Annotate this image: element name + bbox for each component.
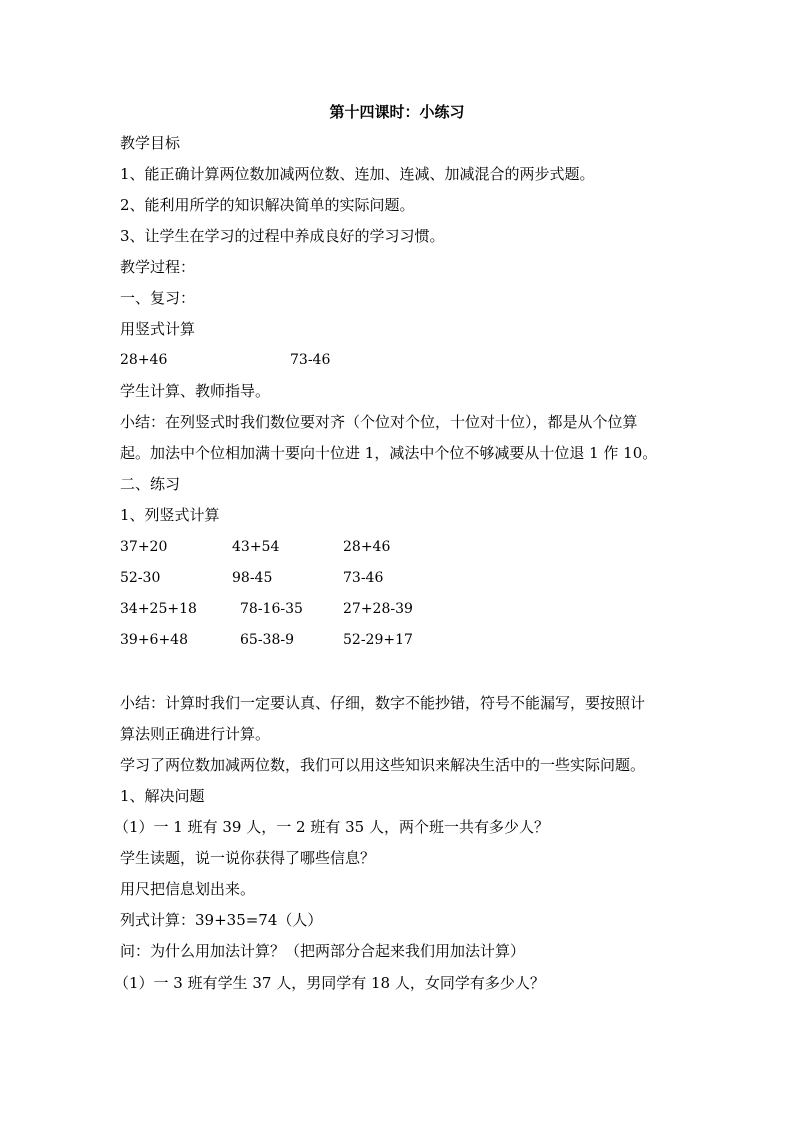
page-title: 第十四课时：小练习: [329, 103, 465, 121]
exercise-cell: 73-46: [343, 570, 384, 586]
goals-heading: 教学目标: [120, 134, 181, 152]
review-heading: 一、复习：: [120, 289, 196, 307]
review-summary-line-2: 起。加法中个位相加满十要向十位进 1，减法中个位不够减要从十位退 1 作 10。: [120, 444, 658, 462]
practice-summary-line-2: 算法则正确进行计算。: [120, 725, 271, 743]
exercise-cell: 43+54: [232, 539, 280, 555]
review-instruction: 用竖式计算: [120, 320, 196, 338]
exercise-cell: 39+6+48: [120, 632, 188, 648]
exercise-cell: 28+46: [343, 539, 391, 555]
exercise-cell: 34+25+18: [120, 601, 197, 617]
problem-step-4: 问：为什么用加法计算？（把两部分合起来我们用加法计算）: [120, 942, 526, 960]
process-heading: 教学过程：: [120, 258, 196, 276]
exercise-cell: 78-16-35: [240, 601, 303, 617]
problem-1: （1）一 1 班有 39 人，一 2 班有 35 人，两个班一共有多少人？: [114, 818, 549, 836]
goal-item-2: 2、能利用所学的知识解决简单的实际问题。: [120, 196, 415, 214]
practice-transition: 学习了两位数加减两位数，我们可以用这些知识来解决生活中的一些实际问题。: [120, 756, 646, 774]
problem-step-3: 列式计算：39+35=74（人）: [120, 911, 323, 929]
problem-step-2: 用尺把信息划出来。: [120, 880, 256, 898]
problem-step-1: 学生读题，说一说你获得了哪些信息？: [120, 849, 376, 867]
review-summary-line-1: 小结：在列竖式时我们数位要对齐（个位对个位，十位对十位），都是从个位算: [120, 413, 638, 431]
exercise-cell: 52-30: [120, 570, 161, 586]
practice-heading: 二、练习: [120, 475, 181, 493]
goal-item-1: 1、能正确计算两位数加减两位数、连加、连减、加减混合的两步式题。: [120, 165, 595, 183]
practice-task-1: 1、列竖式计算: [120, 506, 220, 524]
exercise-cell: 65-38-9: [240, 632, 294, 648]
goal-item-3: 3、让学生在学习的过程中养成良好的学习习惯。: [120, 227, 445, 245]
review-note: 学生计算、教师指导。: [120, 382, 271, 400]
practice-summary-line-1: 小结：计算时我们一定要认真、仔细，数字不能抄错，符号不能漏写，要按照计: [120, 694, 646, 712]
exercise-cell: 37+20: [120, 539, 168, 555]
review-exercise-2: 73-46: [290, 352, 331, 368]
review-exercise-1: 28+46: [120, 352, 168, 368]
problem-2: （1）一 3 班有学生 37 人，男同学有 18 人，女同学有多少人？: [114, 974, 545, 992]
exercise-cell: 98-45: [232, 570, 273, 586]
exercise-cell: 27+28-39: [343, 601, 413, 617]
practice-task-2: 1、解决问题: [120, 787, 205, 805]
exercise-cell: 52-29+17: [343, 632, 413, 648]
